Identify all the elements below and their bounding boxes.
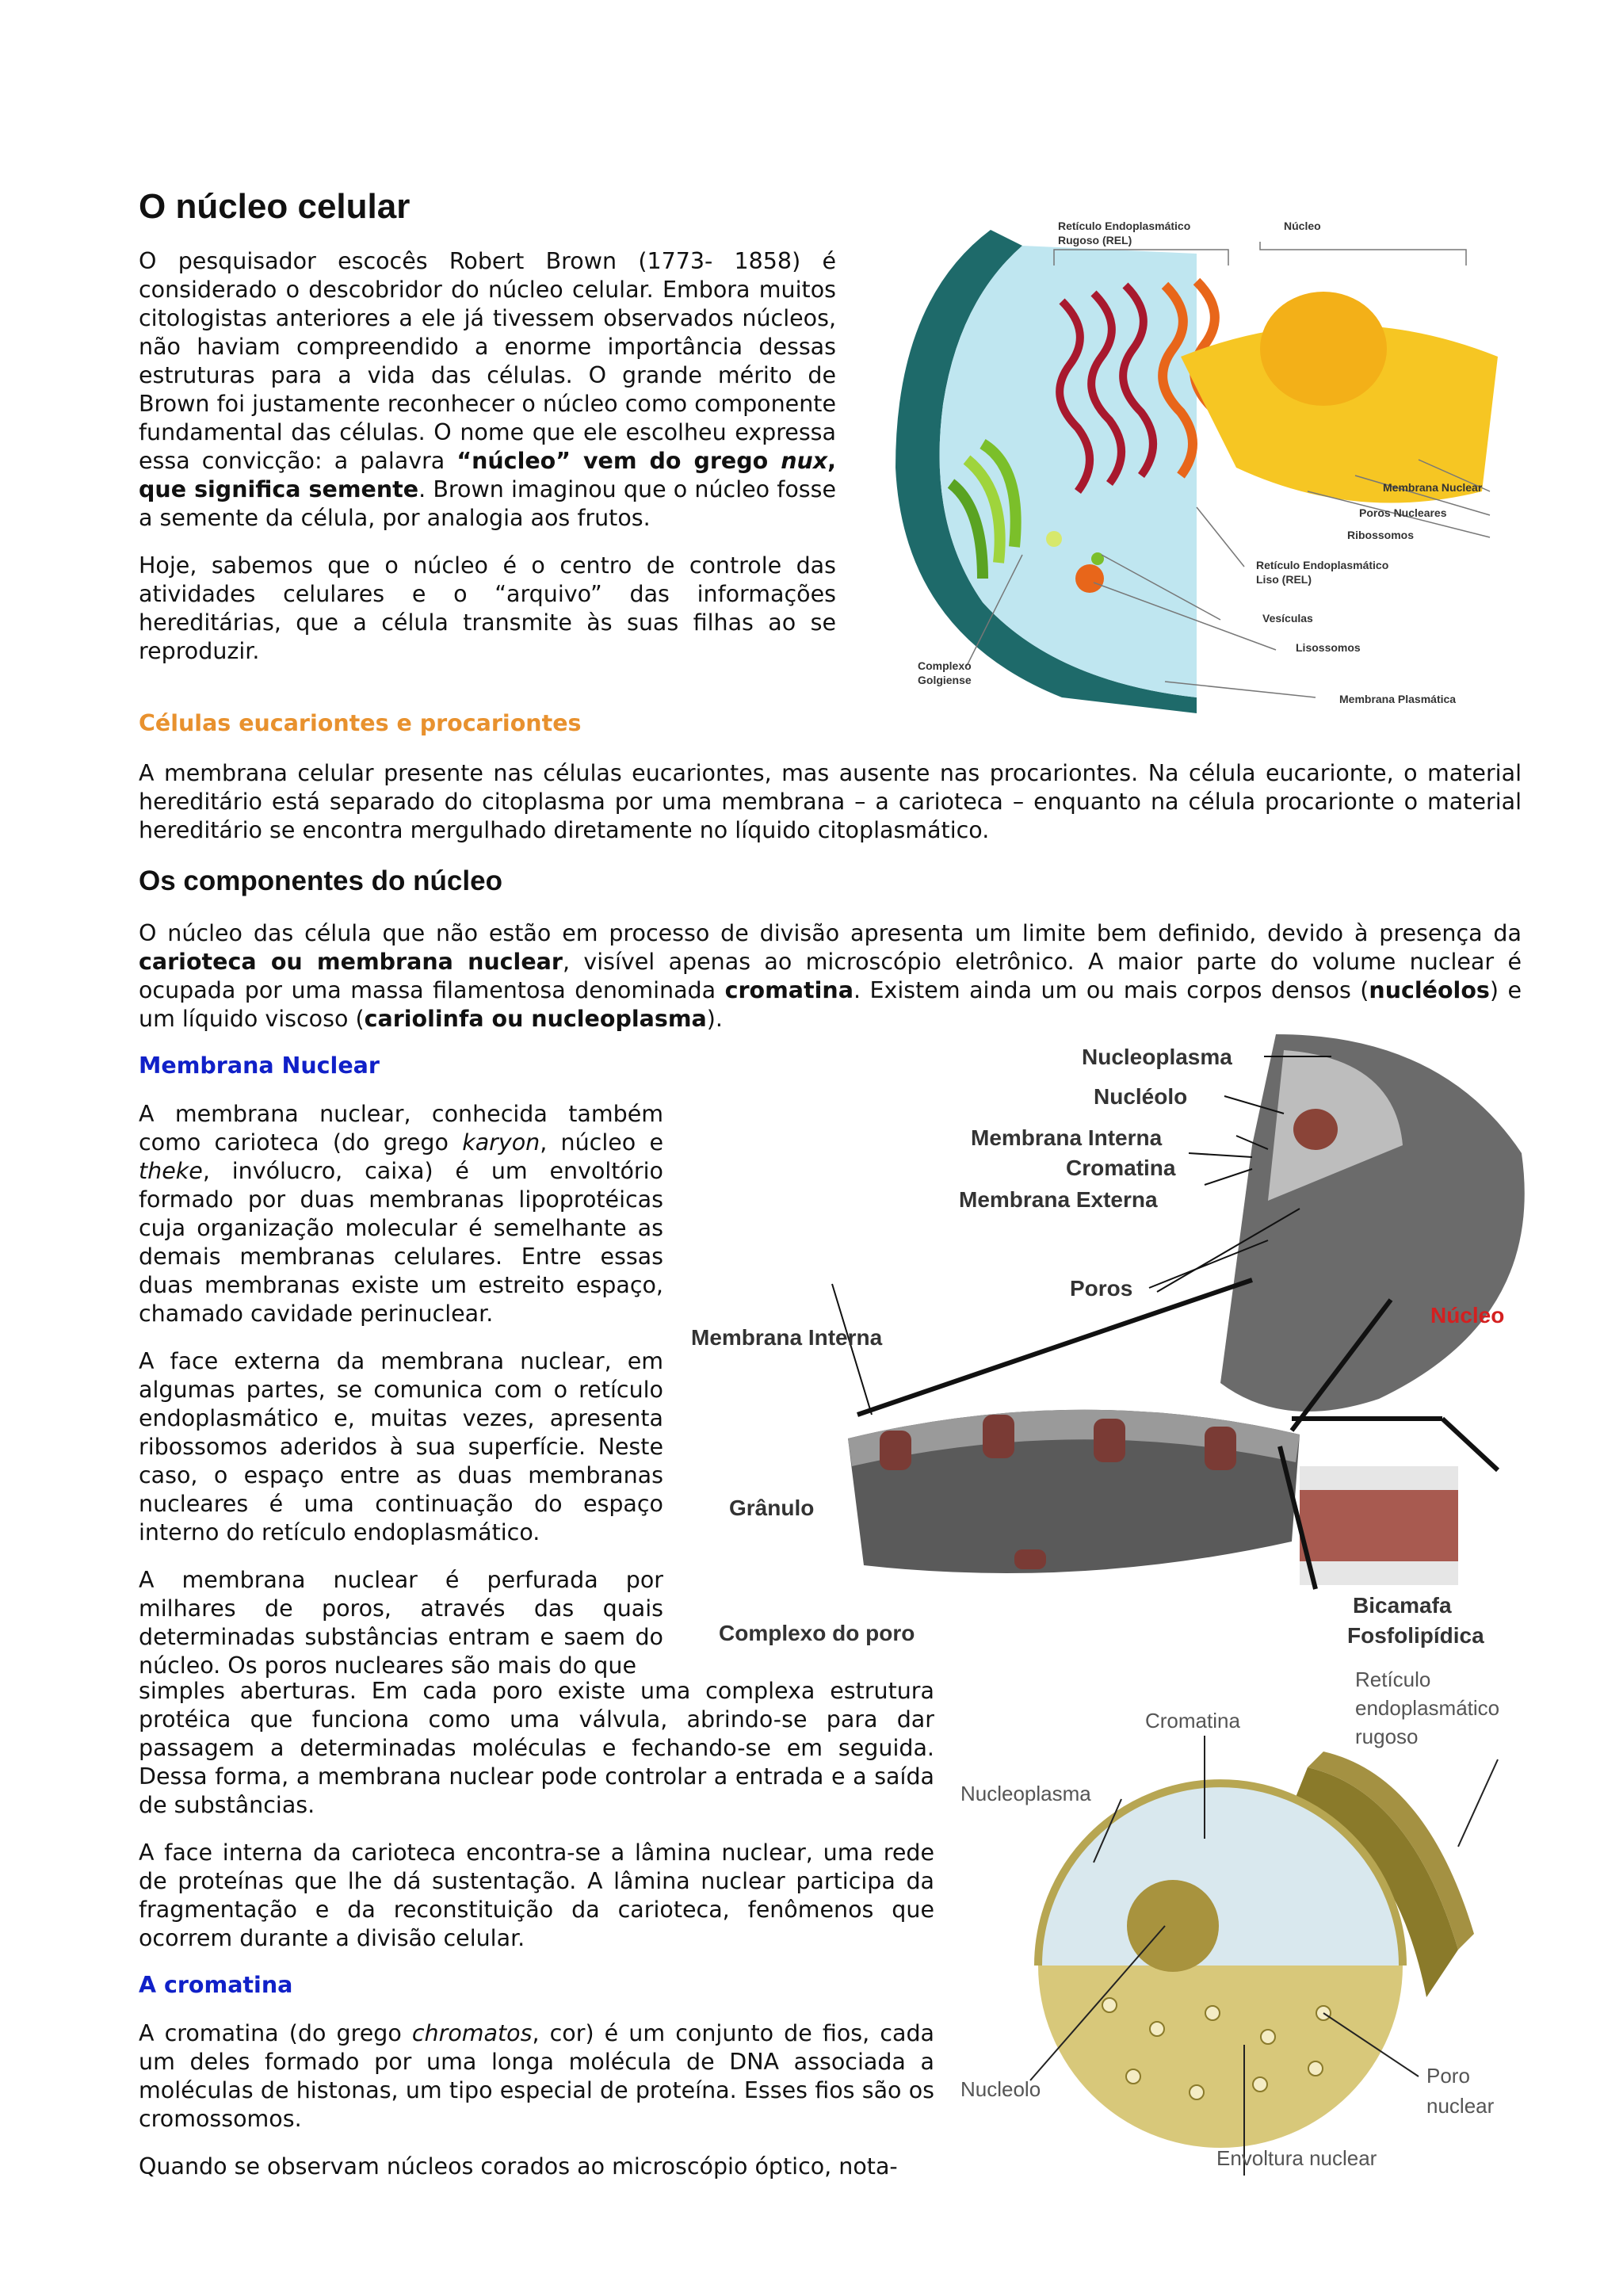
vesicle-shape [1046, 531, 1062, 547]
intro-paragraph-1: O pesquisador escocês Robert Brown (1773- 1858) é considerado o descobridor do núcleo celular. Embora muitos citologistas anteriores a ele já tivessem observados núcleos, não haviam compreendido a enorme importância dessas estruturas para a vida das células. O grande mérito de Brown foi justamente reconhecer o núcleo como componente fundamental das células. O nome que ele escolheu expressa essa convicção: a palavra “núcleo” vem do grego nux, que significa semente. Brown imaginou que o núcleo fosse a semente da célula, por analogia aos frutos. [139, 248, 836, 531]
label-rer: Retículo Endoplasmático [1058, 220, 1191, 232]
section-heading-membrana: Membrana Nuclear [139, 1052, 380, 1079]
label-reticulo-2: endoplasmático [1355, 1696, 1500, 1720]
label-cromatina: Cromatina [1066, 1156, 1176, 1180]
nucleolo-shape [1293, 1109, 1338, 1150]
label-rel-2: Liso (REL) [1256, 573, 1312, 586]
nucleolus-shape [1260, 292, 1387, 406]
label-membrana-nuclear: Membrana Nuclear [1383, 481, 1483, 494]
label-reticulo-1: Retículo [1355, 1668, 1431, 1691]
cell-diagram [864, 206, 1522, 721]
label-envoltura: Envoltura nuclear [1216, 2146, 1377, 2170]
label-membrana-interna-2: Membrana Interna [691, 1325, 883, 1350]
cromatina-paragraph-1: A cromatina (do grego chromatos, cor) é um conjunto de fios, cada um deles formado por uma longa molécula de DNA associada a moléculas de histonas, um tipo especial de proteína. Esses fios são os cromossomos. [139, 2020, 935, 2132]
label-nucleolo: Nucléolo [1094, 1084, 1188, 1109]
membrana-paragraph-2: A face externa da membrana nuclear, em algumas partes, se comunica com o retículo endoplasmático e, muitas vezes, apresenta ribossomos aderidos à sua superfície. Neste caso, o espaço entre as duas membranas nucleares é uma continuação do espaço interno do retículo endoplasmático. [139, 1348, 663, 1545]
vesicle-shape-2 [1091, 552, 1104, 565]
page-title: O núcleo celular [139, 187, 411, 226]
membrana-paragraph-3: A membrana nuclear é perfurada por milhares de poros, através das quais determinadas substâncias entram e saem do núcleo. Os poros nucleares são mais do que [139, 1567, 663, 1679]
nucleus-cutaway-diagram [951, 1664, 1537, 2187]
membrana-paragraph-4: A face interna da carioteca encontra-se a lâmina nuclear, uma rede de proteínas que lhe dá sustentação. A lâmina nuclear participa da fragmentação e da reconstituição da carioteca, fenômenos que ocorrem durante a divisão celular. [139, 1839, 934, 1951]
label-complexo: Complexo [918, 659, 972, 672]
bilayer-head-bottom [1300, 1561, 1458, 1585]
bilayer-head-top [1300, 1466, 1458, 1490]
label-rer-2: Rugoso (REL) [1058, 234, 1132, 246]
label-ribossomos: Ribossomos [1347, 529, 1415, 541]
label-complexo-poro: Complexo do poro [719, 1621, 915, 1645]
membrana-block [139, 1100, 663, 1680]
label-nucleoplasma: Nucleoplasma [960, 1782, 1091, 1805]
label-nucleoplasma: Nucleoplasma [1082, 1045, 1232, 1069]
label-lisossomos: Lisossomos [1296, 641, 1361, 654]
label-poro-2: nuclear [1426, 2094, 1495, 2118]
section-componentes-text: O núcleo das célula que não estão em processo de divisão apresenta um limite bem definido, devido à presença da carioteca ou membrana nuclear, visível apenas ao microscópio eletrônico. A maior parte do volume nuclear é ocupada por uma massa filamentosa denominada cromatina. Existem ainda um ou mais corpos densos (nucléolos) e um líquido viscoso (cariolinfa ou nucleoplasma). [139, 920, 1522, 1032]
label-bicamada-1: Bicamafa [1353, 1593, 1452, 1618]
intro-paragraph-2: Hoje, sabemos que o núcleo é o centro de controle das atividades celulares e o “arquivo” das informações hereditárias, que a célula transmite às suas filhas ao se reproduzir. [139, 552, 836, 664]
label-granulo: Grânulo [729, 1496, 815, 1520]
membrana-paragraph-3-cont: simples aberturas. Em cada poro existe uma complexa estrutura protéica que funciona como uma válvula, abrindo-se para dar passagem a determinadas moléculas e fechando-se em seguida. Dessa forma, a membrana nuclear pode controlar a entrada e a saída de substâncias. [139, 1678, 934, 1818]
label-nucleo: Núcleo [1284, 220, 1321, 232]
label-reticulo-3: rugoso [1355, 1725, 1419, 1748]
cromatina-paragraph-2: Quando se observam núcleos corados ao microscópio óptico, nota- [139, 2153, 898, 2179]
section-heading-eucariontes: Células eucariontes e procariontes [139, 710, 582, 736]
membrana-paragraph-1: A membrana nuclear, conhecida também como carioteca (do grego karyon, núcleo e theke, invólucro, caixa) é um envoltório formado por duas membranas lipoprotéicas cuja organização molecular é semelhante as demais membranas celulares. Entre essas duas membranas existe um estreito espaço, chamado cavidade perinuclear. [139, 1101, 663, 1327]
label-nucleo: Núcleo [1430, 1303, 1505, 1328]
nucleolus-shape [1127, 1880, 1219, 1972]
label-bicamada-2: Fosfolipídica [1347, 1623, 1484, 1648]
label-cromatina: Cromatina [1145, 1709, 1240, 1733]
label-poros: Poros [1070, 1276, 1133, 1301]
label-vesiculas: Vesículas [1262, 612, 1313, 625]
label-poros-nucleares: Poros Nucleares [1359, 506, 1447, 519]
label-golgiense: Golgiense [918, 674, 972, 686]
label-membrana-plasmatica: Membrana Plasmática [1339, 693, 1457, 705]
label-rel: Retículo Endoplasmático [1256, 559, 1389, 571]
label-membrana-externa: Membrana Externa [959, 1187, 1158, 1212]
section-heading-cromatina: A cromatina [139, 1972, 293, 1998]
section-heading-componentes: Os componentes do núcleo [139, 865, 502, 896]
intro-block [139, 247, 836, 666]
lysosome-shape [1075, 564, 1104, 593]
label-membrana-interna: Membrana Interna [971, 1125, 1163, 1150]
label-nucleolo: Nucleolo [960, 2077, 1041, 2101]
nucleus-membrane-diagram [682, 1034, 1545, 1660]
section-eucariontes-text: A membrana celular presente nas células eucariontes, mas ausente nas procariontes. Na célula eucarionte, o material hereditário está separado do citoplasma por uma membrana – a carioteca – enquanto na célula procarionte o material hereditário se encontra mergulhado diretamente no líquido citoplasmático. [139, 760, 1522, 843]
label-poro-1: Poro [1426, 2064, 1470, 2088]
